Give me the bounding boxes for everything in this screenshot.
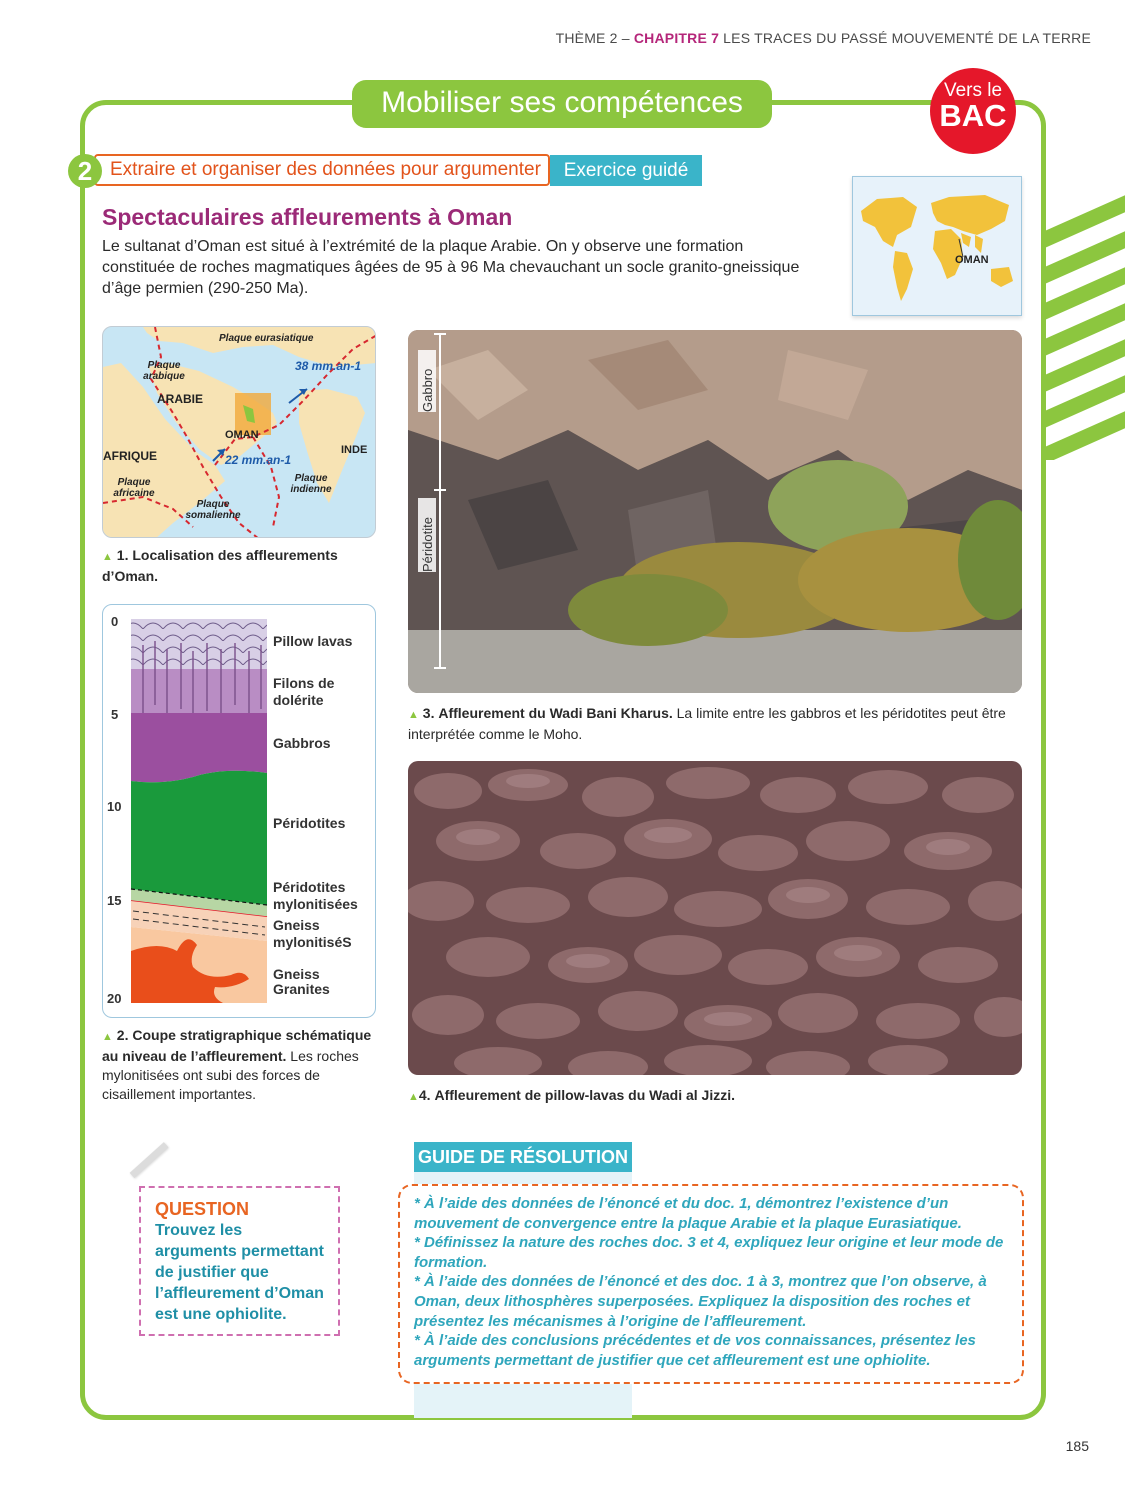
label-gabbro: Gabbro [420,368,435,412]
layer-peridotites-mylonitisees: Péridotites mylonitisées [273,879,358,912]
doc3-caption-number: 3. [422,705,435,721]
question-text: Trouvez les arguments permettant de justifier que l’affleurement d’Oman est une ophiolite. [155,1222,324,1323]
guide-title: GUIDE DE RÉSOLUTION [414,1142,632,1172]
layer-filons: Filons de dolérite [273,675,335,708]
doc3-caption: ▲ 3. Affleurement du Wadi Bani Kharus. La limite entre les gabbros et les péridotites peut être interprétée comme le Moho. [408,705,1006,742]
layer-gneiss: Gneiss [273,966,320,982]
strat-column-shapes [103,605,376,1018]
question-title: QUESTION [155,1199,250,1219]
header-theme: THÈME 2 – [555,30,634,46]
depth-tick-10: 10 [107,799,122,814]
doc3-caption-text: La limite entre les gabbros et les péridotites peut être interprétée comme le Moho. [408,705,1006,742]
layer-gabbros: Gabbros [273,735,331,751]
label-oman: OMAN [225,429,259,441]
depth-tick-0: 0 [111,614,119,629]
doc4-caption-text: Affleurement de pillow-lavas du Wadi al Jizzi. [434,1087,736,1103]
outcrop-illustration [408,330,1022,693]
section-title: Spectaculaires affleurements à Oman [102,204,513,230]
label-indian-plate: Plaque indienne [290,473,332,495]
layer-pillow-lavas: Pillow lavas [273,633,353,649]
badge-line2: BAC [939,98,1007,133]
doc1-caption: ▲ 1. Localisation des affleurements d’Oman. [102,547,338,584]
question-box [139,1186,340,1336]
doc1-caption-text: Localisation des affleurements d’Oman. [102,547,338,584]
guide-item-3: * À l’aide des données de l’énoncé et des doc. 1 à 3, montrez que l’on observe, à Oman, deux lithosphères superposées. Expliquez la disposition des roches et présentez les mécanismes à l’origine de l’affleurement. [414,1273,987,1330]
depth-tick-5: 5 [111,707,119,722]
doc4-caption-number: 4. [418,1087,431,1103]
world-locator-map [852,176,1022,316]
doc2-stratigraphic-column [102,604,376,1018]
world-map-label: OMAN [955,254,989,266]
depth-tick-20: 20 [107,991,122,1006]
label-eurasian-plate: Plaque eurasiatique [219,333,314,344]
doc2-caption-text: Les roches mylonitisées ont subi des forces de cisaillement importantes. [102,1048,359,1102]
label-somali-plate: Plaque somalienne [185,499,241,521]
doc2-caption-number: 2. [116,1027,129,1043]
doc4-pillow-lavas-photo [408,761,1022,1075]
layer-peridotites: Péridotites [273,815,346,831]
section-intro: Le sultanat d’Oman est situé à l’extrémité de la plaque Arabie. On y observe une formation constituée de roches magmatiques âgées de 95 à 96 Ma chevauchant un socle granito-gneissique d’âge permien (290-250 Ma). [102,238,800,297]
guide-item-1: * À l’aide des données de l’énoncé et du doc. 1, démontrez l’existence d’un mouvement de convergence entre la plaque Arabie et la plaque Eurasiatique. [414,1195,962,1232]
header-chapter: CHAPITRE 7 [633,30,720,46]
world-map-shapes [853,177,1023,317]
layer-gneiss-mylonitises: Gneiss mylonitiséS [273,917,352,950]
label-peridotite: Péridotite [420,517,435,572]
vers-le-bac-badge [930,68,1016,154]
exercise-title: Extraire et organiser des données pour argumenter [94,154,550,186]
guide-item-2: * Définissez la nature des roches doc. 3 et 4, expliquez leur origine et leur mode de formation. [414,1234,1004,1271]
doc3-outcrop-photo [408,330,1022,693]
decorative-stripes [1043,190,1125,460]
page-number: 185 [1065,1438,1089,1454]
label-afrique: AFRIQUE [103,449,157,463]
doc4-caption: ▲4. Affleurement de pillow-lavas du Wadi al Jizzi. [408,1087,736,1103]
label-arabian-plate: Plaque arabique [143,360,185,382]
pillow-lava-illustration [408,761,1022,1075]
doc1-caption-number: 1. [116,547,129,563]
guide-item-4: * À l’aide des conclusions précédentes et de vos connaissances, présentez les arguments permettant de justifier que cet affleurement est une ophiolite. [414,1332,976,1369]
exercise-mode-tag: Exercice guidé [550,155,702,186]
exercise-number: 2 [68,154,102,188]
chapter-header [556,30,1091,46]
badge-line1: Vers le [943,80,1003,101]
doc3-caption-bold: Affleurement du Wadi Bani Kharus. [438,705,673,721]
label-rate-south: 22 mm.an-1 [225,453,292,467]
layer-granites: Granites [273,981,330,997]
label-african-plate: Plaque africaine [113,477,155,499]
doc2-caption-bold: Coupe stratigraphique schématique au niveau de l’affleurement. [102,1027,372,1064]
doc2-caption: ▲ 2. Coupe stratigraphique schématique au niveau de l’affleurement. Les roches mylonitisées ont subi des forces de cisaillement importantes. [102,1027,372,1102]
depth-tick-15: 15 [107,893,122,908]
label-rate-north: 38 mm.an-1 [295,359,362,373]
doc1-regional-map [102,326,376,538]
header-subject: LES TRACES DU PASSÉ MOUVEMENTÉ DE LA TERRE [719,30,1091,46]
label-inde: INDE [341,444,368,456]
banner-title: Mobiliser ses compétences [352,80,772,128]
guide-box [398,1184,1024,1384]
label-arabie: ARABIE [157,392,204,406]
